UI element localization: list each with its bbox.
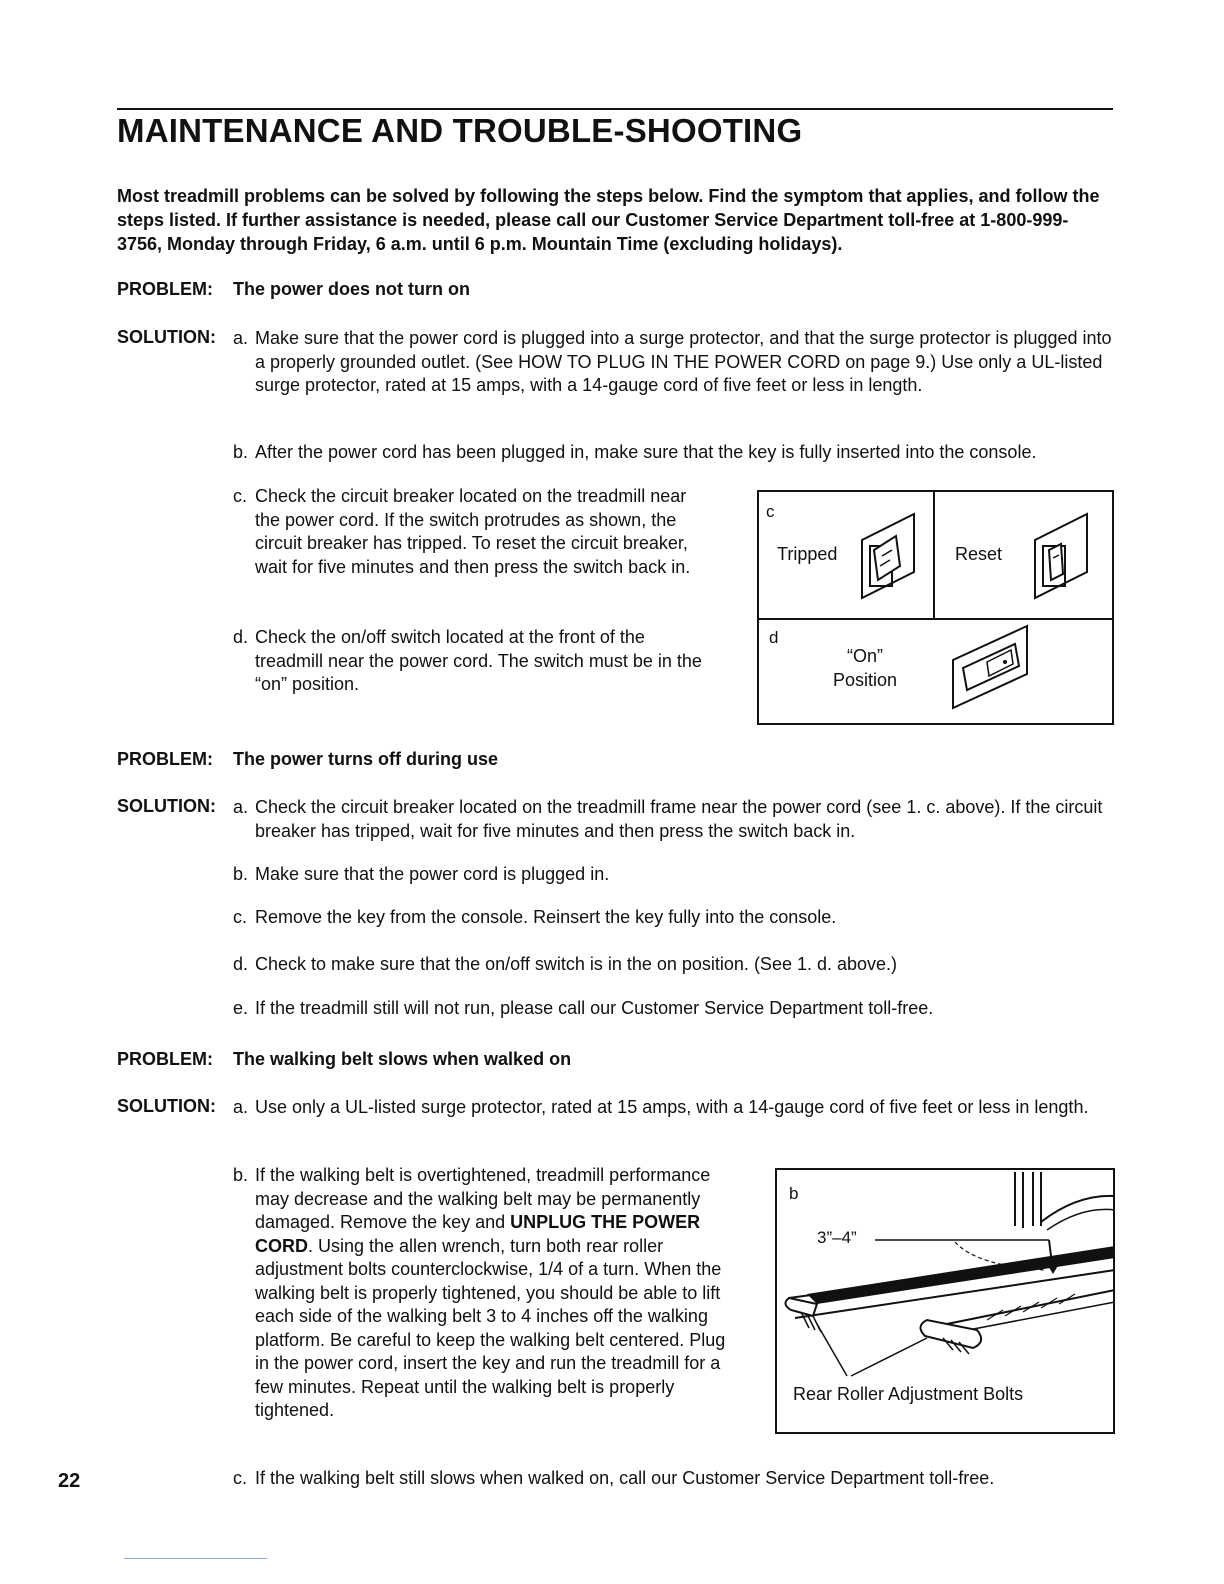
intro-paragraph: Most treadmill problems can be solved by following the steps below. Find the symptom that applies, and follow the steps listed. If further assistance is needed, please call our Customer Service Department toll-free at 1-800-999-3756, Monday through Friday, 6 a.m. until 6 p.m. Mountain Time (excluding holidays). bbox=[117, 186, 1100, 254]
item-letter: c. bbox=[233, 907, 248, 927]
footer-rule bbox=[124, 1558, 267, 1559]
reset-breaker-icon bbox=[1029, 510, 1091, 602]
item-text: Check to make sure that the on/off switch is in the on position. (See 1. d. above.) bbox=[255, 954, 898, 974]
solution-label: SOLUTION: bbox=[117, 327, 216, 347]
item-letter: a. bbox=[233, 328, 249, 348]
item-text: Check the circuit breaker located on the treadmill frame near the power cord (see 1. c. above). If the circuit breaker has tripped, wait for five minutes and then press the switch back in. bbox=[255, 797, 1103, 841]
list-item bbox=[233, 863, 1113, 887]
problem-title: The power does not turn on bbox=[233, 279, 470, 299]
item-text: If the walking belt is overtightened, treadmill performance may decrease and the walking belt may be permanently damaged. Remove the key and UNPLUG THE POWER CORD. Using the allen wrench, turn both rear roller adjustment bolts counterclockwise, 1/4 of a turn. When the walking belt is properly tightened, you should be able to lift each side of the walking belt 3 to 4 inches off the walking platform. Be careful to keep the walking belt centered. Plug in the power cord, insert the key and run the treadmill for a few minutes. Repeat until the walking belt is properly tightened. bbox=[255, 1165, 726, 1420]
circuit-breaker-figure bbox=[757, 490, 1114, 725]
measurement-label: 3”–4” bbox=[817, 1228, 857, 1247]
solution-label: SOLUTION: bbox=[117, 1096, 216, 1116]
item-letter: d. bbox=[233, 627, 249, 647]
item-letter: b. bbox=[233, 442, 249, 462]
figure-divider bbox=[933, 492, 935, 620]
problem-label: PROBLEM: bbox=[117, 749, 213, 769]
item-text: Check the on/off switch located at the front of the treadmill near the power cord. The switch must be in the “on” position. bbox=[255, 627, 702, 694]
tripped-label: Tripped bbox=[777, 544, 838, 564]
item-letter: b. bbox=[233, 864, 249, 884]
on-off-switch-icon bbox=[945, 622, 1035, 712]
item-letter: d. bbox=[233, 954, 249, 974]
item-text: Check the circuit breaker located on the treadmill near the power cord. If the switch protrudes as shown, the circuit breaker has tripped. To reset the circuit breaker, wait for five minutes and then press the switch back in. bbox=[255, 486, 691, 577]
treadmill-roller-illustration bbox=[777, 1170, 1117, 1380]
on-label: “On” bbox=[847, 646, 883, 666]
item-letter: c. bbox=[233, 1468, 248, 1488]
figure-caption: Rear Roller Adjustment Bolts bbox=[793, 1384, 1024, 1404]
figure-letter-c: c bbox=[766, 502, 775, 521]
list-item bbox=[233, 485, 711, 579]
item-text: Make sure that the power cord is plugged in. bbox=[255, 864, 610, 884]
item-letter: a. bbox=[233, 1097, 249, 1117]
page-title: MAINTENANCE AND TROUBLE-SHOOTING bbox=[117, 112, 803, 149]
item-text: Use only a UL-listed surge protector, rated at 15 amps, with a 14-gauge cord of five feet or less in length. bbox=[255, 1097, 1089, 1117]
list-item bbox=[233, 997, 1113, 1021]
item-text: If the walking belt still slows when walked on, call our Customer Service Department toll-free. bbox=[255, 1468, 995, 1488]
problem-label: PROBLEM: bbox=[117, 279, 213, 299]
figure-divider bbox=[759, 618, 1112, 620]
unplug-warning: UNPLUG THE POWER CORD bbox=[255, 1212, 701, 1256]
item-letter: e. bbox=[233, 998, 249, 1018]
item-letter: c. bbox=[233, 486, 248, 506]
item-text: After the power cord has been plugged in, make sure that the key is fully inserted into the console. bbox=[255, 442, 1037, 462]
list-item bbox=[233, 953, 1113, 977]
figure-letter-d: d bbox=[769, 628, 779, 647]
reset-label: Reset bbox=[955, 544, 1003, 564]
list-item bbox=[233, 441, 1113, 465]
item-text: If the treadmill still will not run, please call our Customer Service Department toll-free. bbox=[255, 998, 934, 1018]
page-number: 22 bbox=[58, 1470, 81, 1492]
figure-letter-b: b bbox=[789, 1184, 799, 1203]
list-item bbox=[233, 626, 711, 697]
list-item bbox=[233, 796, 1113, 843]
list-item bbox=[233, 327, 1113, 398]
list-item bbox=[233, 1164, 729, 1423]
problem-label: PROBLEM: bbox=[117, 1049, 213, 1069]
problem-title: The power turns off during use bbox=[233, 749, 498, 769]
item-text: Remove the key from the console. Reinsert the key fully into the console. bbox=[255, 907, 837, 927]
item-text: Make sure that the power cord is plugged into a surge protector, and that the surge protector is plugged into a properly grounded outlet. (See HOW TO PLUG IN THE POWER CORD on page 9.) Use only a UL-listed surge protector, rated at 15 amps, with a 14-gauge cord of five feet or less in length. bbox=[255, 328, 1112, 395]
problem-title: The walking belt slows when walked on bbox=[233, 1049, 572, 1069]
list-item bbox=[233, 1467, 1113, 1491]
solution-label: SOLUTION: bbox=[117, 796, 216, 816]
item-letter: b. bbox=[233, 1165, 249, 1185]
position-label: Position bbox=[833, 670, 898, 690]
header-rule bbox=[117, 108, 1113, 110]
roller-adjustment-figure bbox=[775, 1168, 1115, 1434]
list-item bbox=[233, 906, 1113, 930]
item-letter: a. bbox=[233, 797, 249, 817]
list-item bbox=[233, 1096, 1113, 1120]
tripped-breaker-icon bbox=[856, 510, 918, 602]
